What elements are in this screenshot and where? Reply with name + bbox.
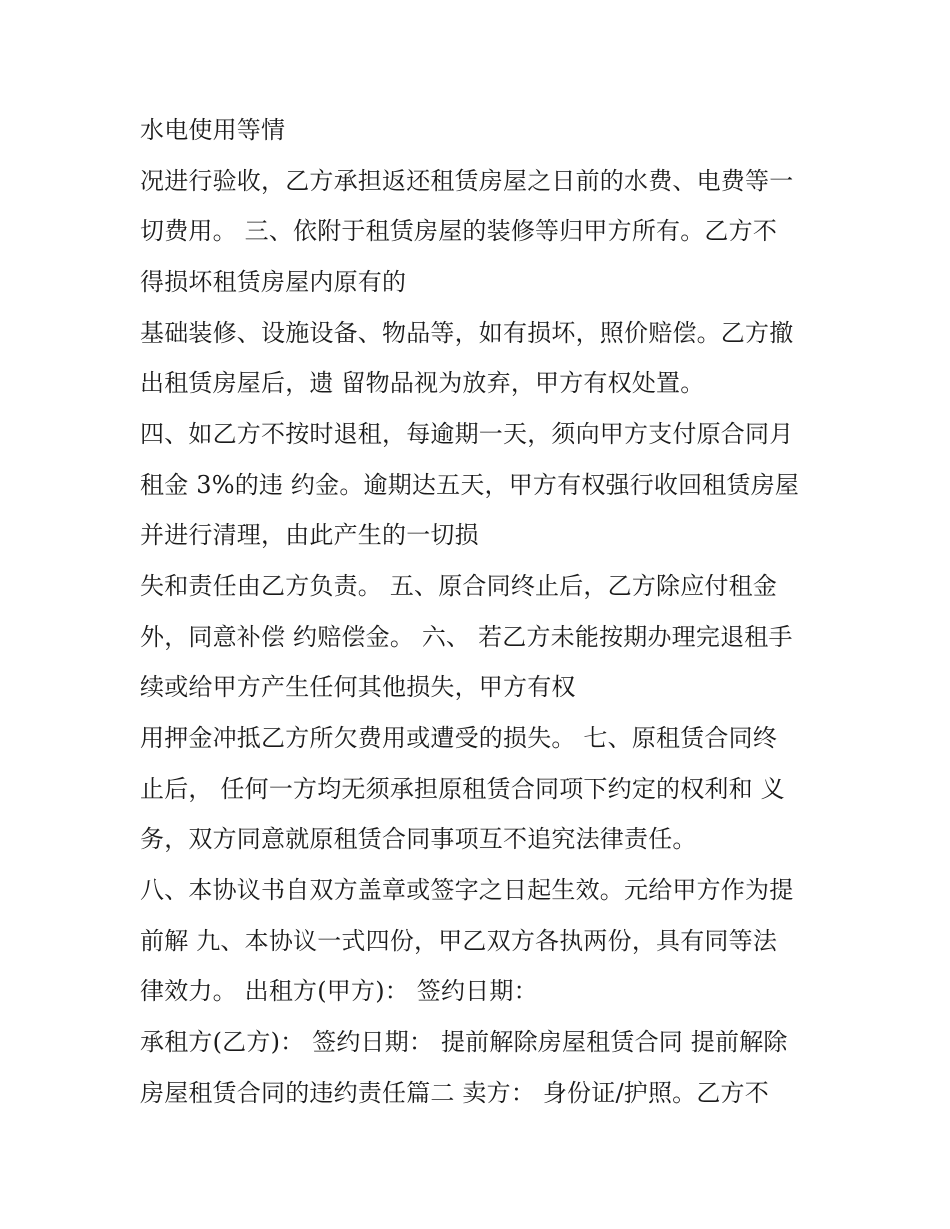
text-line: 续或给甲方产生任何其他损失，甲方有权 <box>140 673 576 701</box>
text-line: 承租方(乙方)： 签约日期： 提前解除房屋租赁合同 提前解除 <box>140 1028 788 1056</box>
text-line: 况进行验收，乙方承担返还租赁房屋之日前的水费、电费等一 <box>140 167 794 195</box>
text-line: 失和责任由乙方负责。 五、原合同终止后，乙方除应付租金 <box>140 572 778 600</box>
text-line: 前解 九、本协议一式四份，甲乙双方各执两份，具有同等法 <box>140 927 778 955</box>
text-line: 并进行清理，由此产生的一切损 <box>140 521 479 549</box>
text-line: 出租赁房屋后，遗 留物品视为放弃，甲方有权处置。 <box>140 369 705 397</box>
text-line: 租金 3%的违 约金。逾期达五天，甲方有权强行收回租赁房屋 <box>140 471 800 499</box>
text-line: 四、如乙方不按时退租，每逾期一天，须向甲方支付原合同月 <box>140 420 794 448</box>
text-line: 基础装修、设施设备、物品等，如有损坏，照价赔偿。乙方撤 <box>140 319 794 347</box>
text-line: 律效力。 出租方(甲方)： 签约日期： <box>140 977 538 1005</box>
text-line: 八、本协议书自双方盖章或签字之日起生效。元给甲方作为提 <box>140 876 794 904</box>
text-line: 止后， 任何一方均无须承担原租赁合同项下约定的权利和 义 <box>140 775 785 803</box>
text-line: 水电使用等情 <box>140 116 286 144</box>
text-line: 切费用。 三、依附于租赁房屋的装修等归甲方所有。乙方不 <box>140 217 778 245</box>
text-line: 得损坏租赁房屋内原有的 <box>140 268 407 296</box>
text-line: 房屋租赁合同的违约责任篇二 卖方： 身份证/护照。乙方不 <box>140 1079 769 1107</box>
text-line: 用押金冲抵乙方所欠费用或遭受的损失。 七、原租赁合同终 <box>140 724 778 752</box>
text-line: 务，双方同意就原租赁合同事项互不追究法律责任。 <box>140 825 697 853</box>
text-line: 外，同意补偿 约赔偿金。 六、 若乙方未能按期办理完退租手 <box>140 623 793 651</box>
